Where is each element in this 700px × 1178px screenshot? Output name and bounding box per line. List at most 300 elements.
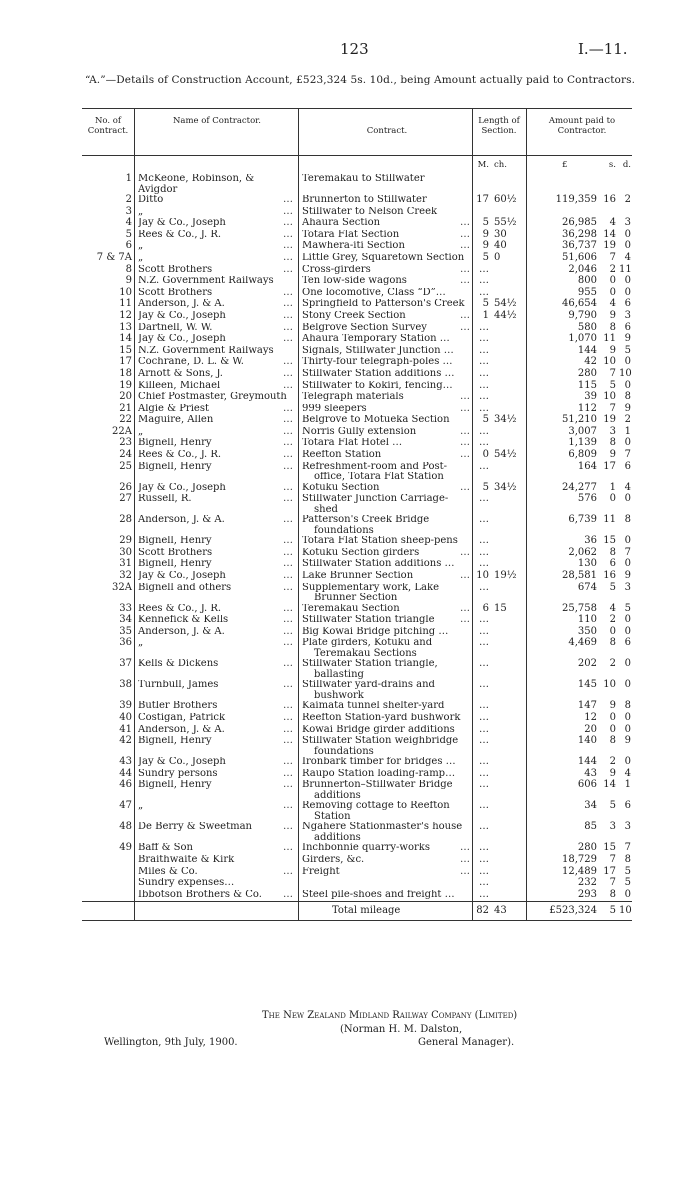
contractor-name: … Turnbull, James [138, 680, 293, 691]
contractor-name: … Scott Brothers [138, 264, 293, 275]
amount-pounds: 202 [577, 658, 597, 670]
contract-text: Stillwater Station triangle, [302, 659, 438, 670]
contract-number: 22A [112, 425, 132, 437]
contractor-name: … „ [138, 426, 293, 437]
contract-number: 44 [119, 767, 132, 779]
amount-shillings: 15 [603, 842, 616, 854]
construction-account-table [82, 108, 632, 921]
contract-description: … Belgrove Section Survey [302, 322, 470, 333]
amount-shillings: 8 [609, 546, 616, 558]
amount-shillings: 0 [609, 286, 616, 298]
amount-shillings: 9 [609, 344, 616, 356]
amount-shillings: 11 [603, 333, 616, 345]
amount-pence: 8 [624, 514, 631, 526]
contractor-name: … Bignell, Henry [138, 461, 293, 472]
length-chains: 55½ [494, 217, 517, 229]
contractor-name [138, 878, 293, 889]
amount-shillings: 2 [609, 658, 616, 670]
amount-shillings: 10 [603, 356, 616, 368]
contract-number: 4 [125, 217, 132, 229]
contractor-name: … Arnott & Sons, J. [138, 368, 293, 379]
contract-number: 15 [119, 344, 132, 356]
table-row [82, 323, 632, 335]
amount-pence: 5 [624, 865, 631, 877]
amount-pence: 0 [624, 712, 631, 723]
contract-text: Totara Flat Section [302, 229, 400, 240]
contract-description: … Ahaura Section [302, 218, 470, 229]
contractor-name: … Kennefick & Kells [138, 615, 293, 626]
contractor-name [138, 392, 293, 403]
contractor-name: … Jay & Co., Joseph [138, 757, 293, 768]
table-row [82, 638, 632, 659]
contractor-name: … Algie & Priest [138, 403, 293, 414]
contract-description [302, 515, 472, 536]
amount-pounds: 2,046 [568, 263, 597, 275]
length-miles: 0 [482, 449, 489, 461]
contract-description [302, 288, 472, 299]
table-row [82, 381, 632, 393]
amount-pounds: 36,298 [562, 228, 597, 240]
amount-pence: 11 [619, 263, 632, 275]
contract-description: … Lake Brunner Section [302, 571, 470, 582]
amount-pence: 0 [624, 625, 631, 637]
amount-pounds: 36 [584, 535, 597, 547]
amount-pence: 10 [619, 367, 632, 379]
table-row [82, 483, 632, 495]
amount-shillings: 10 [603, 679, 616, 691]
contract-description [302, 536, 472, 547]
contract-text: Patterson's Creek Bridge [302, 515, 430, 526]
contract-description: … Totara Flat Section [302, 229, 470, 240]
table-row [82, 346, 632, 358]
contract-text: Brunnerton to Stillwater [302, 195, 427, 205]
length-miles: … [479, 546, 489, 558]
contract-text: Totara Flat Hotel … [302, 438, 403, 449]
contract-number: 49 [119, 842, 132, 854]
amount-pence: 2 [624, 414, 631, 426]
table-row [82, 604, 632, 616]
amount-shillings: 16 [603, 570, 616, 582]
contractor-name-text: „ [138, 801, 144, 812]
contract-number: 14 [119, 333, 132, 345]
contract-text-continued: foundations [314, 745, 374, 757]
page-number: 123 [340, 40, 369, 58]
contractor-name: … Jay & Co., Joseph [138, 334, 293, 345]
total-row [82, 901, 632, 921]
length-miles: … [479, 679, 489, 691]
amount-pence: 8 [624, 700, 631, 712]
length-miles: … [479, 712, 489, 723]
contract-text: Stillwater to Kokiri, fencing… [302, 380, 453, 391]
contractor-name-text: Anderson, J. & A. [138, 515, 225, 526]
contract-description [302, 253, 472, 264]
amount-pence: 4 [624, 481, 631, 493]
amount-shillings: 10 [603, 391, 616, 403]
amount-pounds: 34 [584, 800, 597, 812]
contractor-name-text: Russell, R. [138, 494, 192, 505]
contract-number: 29 [119, 535, 132, 547]
length-miles: … [479, 402, 489, 414]
contractor-name: … Bignell, Henry [138, 438, 293, 449]
amount-pounds: 3,007 [568, 425, 597, 437]
amount-pence: 0 [624, 614, 631, 626]
table-row [82, 867, 632, 879]
length-miles: … [479, 614, 489, 626]
contractor-name-text: Bignell, Henry [138, 736, 212, 747]
amount-pence: 5 [624, 344, 631, 356]
contract-number: 23 [119, 437, 132, 449]
contract-text: Kaimata tunnel shelter-yard [302, 701, 445, 712]
contractor-name [138, 346, 293, 357]
amount-shillings: 19 [603, 240, 616, 252]
amount-pence: 0 [624, 240, 631, 252]
total-pounds: £523,324 [549, 905, 597, 917]
company-name: The New Zealand Midland Railway Company (Limited) [262, 1010, 518, 1021]
contract-description: … Stony Creek Section [302, 310, 470, 321]
contract-number: 6 [125, 240, 132, 252]
amount-pounds: 164 [577, 460, 597, 472]
contract-number: 35 [119, 625, 132, 637]
contract-text: Stillwater Station additions … [302, 368, 455, 379]
contract-description [302, 207, 472, 218]
contractor-name: … Kells & Dickens [138, 659, 293, 670]
contract-text: Ahaura Temporary Station … [302, 334, 450, 345]
contract-number: 22 [119, 414, 132, 426]
contract-number: 27 [119, 493, 132, 505]
amount-pounds: 576 [577, 493, 597, 505]
amount-pounds: 2,062 [568, 546, 597, 558]
contractor-name: … Anderson, J. & A. [138, 515, 293, 526]
contract-description [302, 680, 472, 701]
contractor-name: … „ [138, 241, 293, 252]
contract-description [302, 346, 472, 357]
units-row [82, 160, 632, 174]
contractor-name-text: N.Z. Government Railways [138, 276, 274, 287]
contractor-name: … Maguire, Allen [138, 415, 293, 426]
amount-pence: 0 [624, 286, 631, 298]
table-row [82, 415, 632, 427]
length-chains: 60½ [494, 194, 517, 205]
contractor-name-text: Jay & Co., Joseph [138, 482, 226, 493]
amount-pence: 9 [624, 333, 631, 345]
contract-description: … Cross-girders [302, 264, 470, 275]
table-row [82, 462, 632, 483]
contract-text: Teremakau Section [302, 603, 400, 614]
amount-shillings: 1 [609, 481, 616, 493]
table-row [82, 253, 632, 265]
contract-number: 19 [119, 379, 132, 391]
table-row [82, 218, 632, 230]
table-row [82, 627, 632, 639]
contract-number: 37 [119, 658, 132, 670]
contract-description: … Girders, &c. [302, 854, 470, 865]
amount-shillings: 5 [609, 800, 616, 812]
contract-description: … Kotuku Section girders [302, 547, 470, 558]
contract-number: 10 [119, 286, 132, 298]
contract-number: 7 & 7A [96, 251, 132, 263]
table-row [82, 822, 632, 843]
contractor-name-text: Maguire, Allen [138, 415, 214, 426]
contract-text: Stillwater Station weighbridge [302, 736, 459, 747]
contract-description [302, 769, 472, 780]
contract-text: Big Kowai Bridge pitching … [302, 626, 449, 637]
amount-pence: 4 [624, 767, 631, 779]
contract-description [302, 583, 472, 604]
contractor-name: … Ibbotson Brothers & Co. [138, 889, 293, 900]
contract-description [302, 627, 472, 638]
contract-number: 39 [119, 700, 132, 712]
amount-pence: 6 [624, 800, 631, 812]
length-miles: 5 [482, 414, 489, 426]
amount-pounds: 144 [577, 344, 597, 356]
contractor-name: … Scott Brothers [138, 547, 293, 558]
length-chains: 40 [494, 240, 507, 252]
table-row [82, 890, 632, 902]
contract-description [302, 890, 472, 901]
contract-description: … Teremakau Section [302, 603, 470, 614]
length-miles: … [479, 321, 489, 333]
table-row [82, 299, 632, 311]
amount-shillings: 5 [609, 581, 616, 593]
unit-miles: M. [477, 160, 489, 170]
amount-pounds: 606 [577, 779, 597, 791]
contract-number: 20 [119, 391, 132, 403]
contract-number: 32 [119, 570, 132, 582]
length-miles: … [479, 700, 489, 712]
contractor-name-text: McKeone, Robinson, & Avigdor [138, 174, 255, 195]
length-miles: … [479, 842, 489, 854]
amount-pence: 0 [624, 558, 631, 570]
contractor-name-text: Chief Postmaster, Greymouth [138, 392, 287, 403]
contract-text-continued: Station [314, 810, 351, 822]
amount-pounds: 26,985 [562, 217, 597, 229]
contract-description: … Totara Flat Hotel … [302, 438, 470, 449]
contractor-name: … Bignell, Henry [138, 736, 293, 747]
contractor-name [138, 276, 293, 287]
divider [526, 109, 527, 921]
amount-pounds: 85 [584, 821, 597, 833]
amount-pounds: 280 [577, 842, 597, 854]
amount-pounds: 28,581 [562, 570, 597, 582]
contract-description [302, 757, 472, 768]
contract-text: Raupo Station loading-ramp… [302, 768, 456, 779]
contract-text: Brunnerton–Stillwater Bridge [302, 780, 453, 791]
contract-text: Inchbonnie quarry-works [302, 843, 430, 854]
contract-text: Stillwater yard-drains and [302, 680, 435, 691]
amount-pence: 6 [624, 460, 631, 472]
document-reference: I.—11. [578, 40, 628, 58]
contract-text: Thirty-four telegraph-poles … [302, 357, 453, 368]
table-row [82, 878, 632, 890]
contractor-name: … Rees & Co., J. R. [138, 450, 293, 461]
length-chains: 19½ [494, 570, 517, 582]
amount-shillings: 0 [609, 493, 616, 505]
amount-pounds: 147 [577, 700, 597, 712]
amount-pounds: 350 [577, 625, 597, 637]
amount-pence: 3 [624, 581, 631, 593]
col-header-contract: Contract. [366, 126, 408, 136]
contract-description: … Inchbonnie quarry-works [302, 843, 470, 854]
amount-pence: 0 [624, 535, 631, 547]
length-miles: … [479, 581, 489, 593]
amount-pounds: 6,809 [568, 449, 597, 461]
amount-pounds: 25,758 [562, 602, 597, 614]
contractor-name: … Russell, R. [138, 494, 293, 505]
amount-shillings: 5 [609, 379, 616, 391]
contract-number: 43 [119, 756, 132, 768]
table-row [82, 680, 632, 701]
length-miles: 10 [476, 570, 489, 582]
length-miles: … [479, 535, 489, 547]
table-row [82, 725, 632, 737]
length-chains: 54½ [494, 449, 517, 461]
contract-text-continued: Brunner Section [314, 592, 398, 604]
divider [134, 109, 135, 921]
contractor-name: … Bignell, Henry [138, 536, 293, 547]
amount-shillings: 0 [609, 275, 616, 287]
contract-description [302, 462, 472, 483]
amount-pounds: 1,070 [568, 333, 597, 345]
contractor-name: … Cochrane, D. L. & W. [138, 357, 293, 368]
amount-shillings: 8 [609, 321, 616, 333]
contract-number: 38 [119, 679, 132, 691]
contract-number: 24 [119, 449, 132, 461]
table-row [82, 427, 632, 439]
contractor-name-text: „ [138, 426, 144, 437]
contract-description [302, 195, 472, 206]
table-row [82, 438, 632, 450]
amount-shillings: 7 [609, 877, 616, 889]
contractor-name-text: Jay & Co., Joseph [138, 310, 226, 321]
contract-text: Kowai Bridge girder additions [302, 724, 455, 735]
col-header-length: Length of Section. [478, 116, 520, 136]
table-row [82, 559, 632, 571]
length-miles: … [479, 391, 489, 403]
contract-number: 48 [119, 821, 132, 833]
contract-number: 34 [119, 614, 132, 626]
amount-pence: 3 [624, 821, 631, 833]
contract-text-continued: additions [314, 831, 361, 843]
contractor-name: … Ditto [138, 195, 293, 205]
contract-text-continued: shed [314, 503, 338, 515]
amount-pence: 0 [624, 679, 631, 691]
amount-pence: 0 [624, 228, 631, 240]
contractor-name-text: Scott Brothers [138, 264, 213, 275]
amount-pounds: 112 [577, 402, 597, 414]
length-chains: 54½ [494, 298, 517, 310]
amount-pounds: 115 [577, 379, 597, 391]
amount-shillings: 11 [603, 514, 616, 526]
table-row [82, 357, 632, 369]
amount-pounds: 12,489 [562, 865, 597, 877]
contract-text: Plate girders, Kotuku and [302, 638, 433, 649]
amount-shillings: 4 [609, 217, 616, 229]
amount-pence: 1 [624, 779, 631, 791]
contractor-name-text: Jay & Co., Joseph [138, 571, 226, 582]
amount-pence: 0 [624, 379, 631, 391]
contractor-name: … „ [138, 252, 293, 263]
contract-number: 32A [112, 581, 132, 593]
contract-text: Cross-girders [302, 264, 371, 275]
contract-number: 2 [125, 194, 132, 205]
amount-pounds: 24,277 [562, 481, 597, 493]
contract-text: Kotuku Section [302, 482, 380, 493]
length-miles: 6 [482, 602, 489, 614]
amount-shillings: 8 [609, 888, 616, 900]
contractor-name: … De Berry & Sweetman [138, 822, 293, 833]
contractor-name-text: „ [138, 252, 144, 263]
contractor-name: … Jay & Co., Joseph [138, 310, 293, 321]
amount-shillings: 2 [609, 263, 616, 275]
table-row [82, 659, 632, 680]
length-chains: 34½ [494, 414, 517, 426]
amount-shillings: 4 [609, 602, 616, 614]
amount-pounds: 140 [577, 735, 597, 747]
contractor-name-text: Miles & Co. [138, 866, 198, 877]
amount-pence: 7 [624, 546, 631, 558]
contract-description [302, 659, 472, 680]
length-miles: … [479, 853, 489, 865]
contract-number: 1 [125, 173, 132, 184]
amount-shillings: 14 [603, 779, 616, 791]
contract-description: … Freight [302, 866, 470, 877]
amount-pence: 7 [624, 449, 631, 461]
contract-description [302, 381, 472, 392]
contract-number: 5 [125, 228, 132, 240]
amount-pounds: 232 [577, 877, 597, 889]
contractor-name-text: Anderson, J. & A. [138, 724, 225, 735]
contractor-name-text: Scott Brothers [138, 547, 213, 558]
contract-text: 999 sleepers [302, 403, 367, 414]
contract-description [302, 713, 472, 724]
amount-pence: 0 [624, 356, 631, 368]
contractor-name: … Sundry persons [138, 768, 293, 779]
table-title: “A.”—Details of Construction Account, £523,324 5s. 10d., being Amount actually paid to Contractors. [84, 74, 636, 86]
contractor-name-text: Killeen, Michael [138, 380, 221, 391]
contractor-name-text: „ [138, 638, 144, 649]
contract-text: Totara Flat Station sheep-pens [302, 536, 458, 547]
contractor-name-text: „ [138, 206, 144, 217]
contract-text: Stony Creek Section [302, 310, 406, 321]
length-miles: … [479, 437, 489, 449]
table-row [82, 392, 632, 404]
amount-pence: 3 [624, 217, 631, 229]
amount-shillings: 9 [609, 309, 616, 321]
amount-pounds: 110 [577, 614, 597, 626]
contractor-name-text: Bignell, Henry [138, 559, 212, 570]
contractor-name [138, 855, 293, 866]
contract-number: 9 [125, 275, 132, 287]
length-miles: … [479, 723, 489, 735]
amount-shillings: 2 [609, 756, 616, 768]
length-miles: 1 [482, 309, 489, 321]
length-miles: 9 [482, 240, 489, 252]
amount-shillings: 17 [603, 460, 616, 472]
contractor-name: … Killeen, Michael [138, 380, 293, 391]
contract-number: 13 [119, 321, 132, 333]
length-miles: … [479, 425, 489, 437]
amount-pounds: 4,469 [568, 637, 597, 649]
length-miles: … [479, 800, 489, 812]
amount-pence: 9 [624, 402, 631, 414]
table-row [82, 334, 632, 346]
amount-pence: 8 [624, 391, 631, 403]
amount-pence: 0 [624, 658, 631, 670]
amount-pence: 8 [624, 853, 631, 865]
amount-pounds: 1,139 [568, 437, 597, 449]
amount-shillings: 8 [609, 735, 616, 747]
amount-shillings: 0 [609, 625, 616, 637]
